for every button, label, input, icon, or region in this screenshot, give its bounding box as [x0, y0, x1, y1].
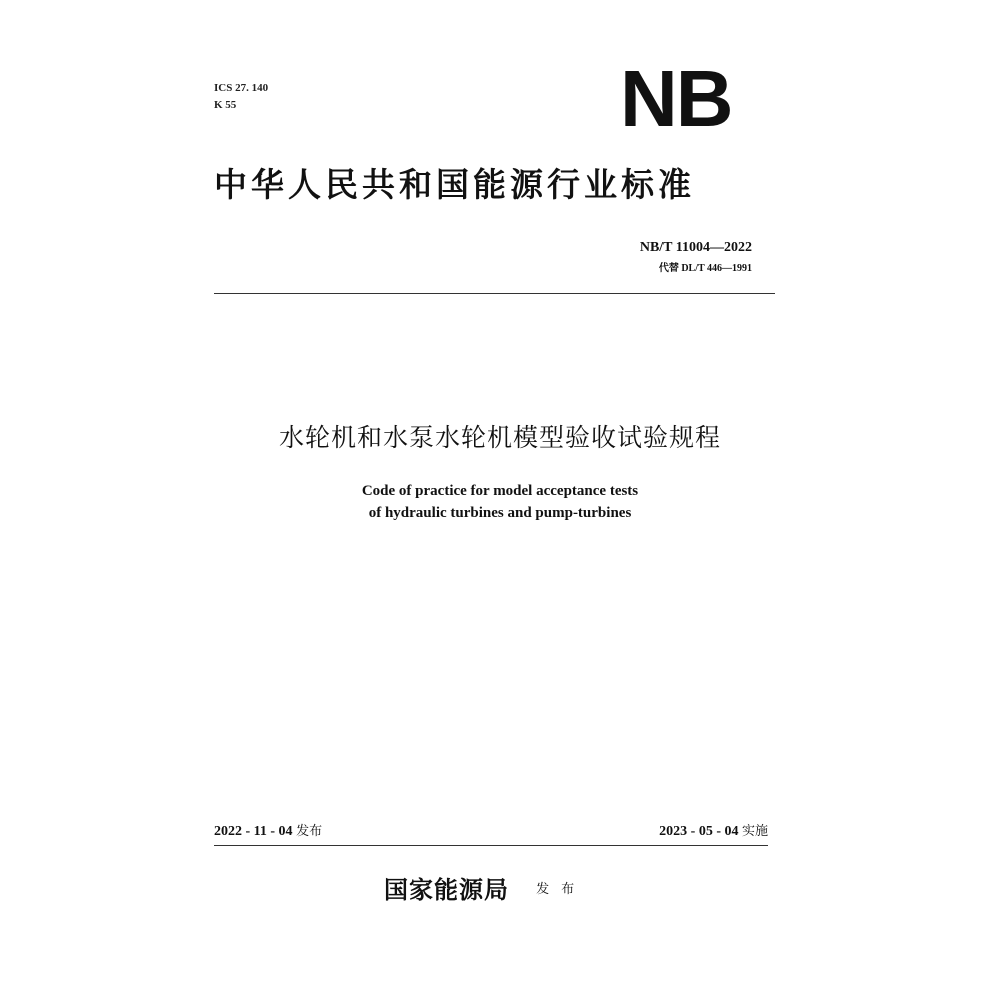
classification-codes: [214, 80, 268, 114]
ccs-code: K 55: [214, 99, 237, 111]
standard-number: NB/T 11004—2022: [639, 240, 752, 255]
publisher-block: [384, 872, 586, 908]
effective-date: 2023 - 05 - 04: [659, 824, 739, 839]
issue-date-block: [214, 822, 322, 842]
issue-date: 2022 - 11 - 04: [214, 824, 293, 839]
effective-label: 实施: [741, 824, 768, 839]
nb-logo: NB: [620, 54, 732, 143]
publisher-action: 发布: [536, 882, 587, 897]
ics-code: ICS 27. 140: [214, 82, 269, 94]
effective-date-block: [659, 822, 768, 842]
issue-label: 发布: [296, 824, 323, 839]
standard-category-title: 中华人民共和国能源行业标准: [214, 165, 695, 204]
publisher-name: 国家能源局: [384, 876, 509, 904]
top-divider: [214, 293, 775, 294]
document-title-en: [0, 480, 1000, 524]
document-title-en-line1: Code of practice for model acceptance tests: [361, 483, 639, 499]
document-title-en-line2: of hydraulic turbines and pump-turbines: [368, 505, 632, 521]
document-title-cn: 水轮机和水泵水轮机模型验收试验规程: [278, 423, 721, 452]
bottom-divider: [214, 845, 768, 846]
replaced-standard: 代替 DL/T 446—1991: [658, 263, 752, 274]
